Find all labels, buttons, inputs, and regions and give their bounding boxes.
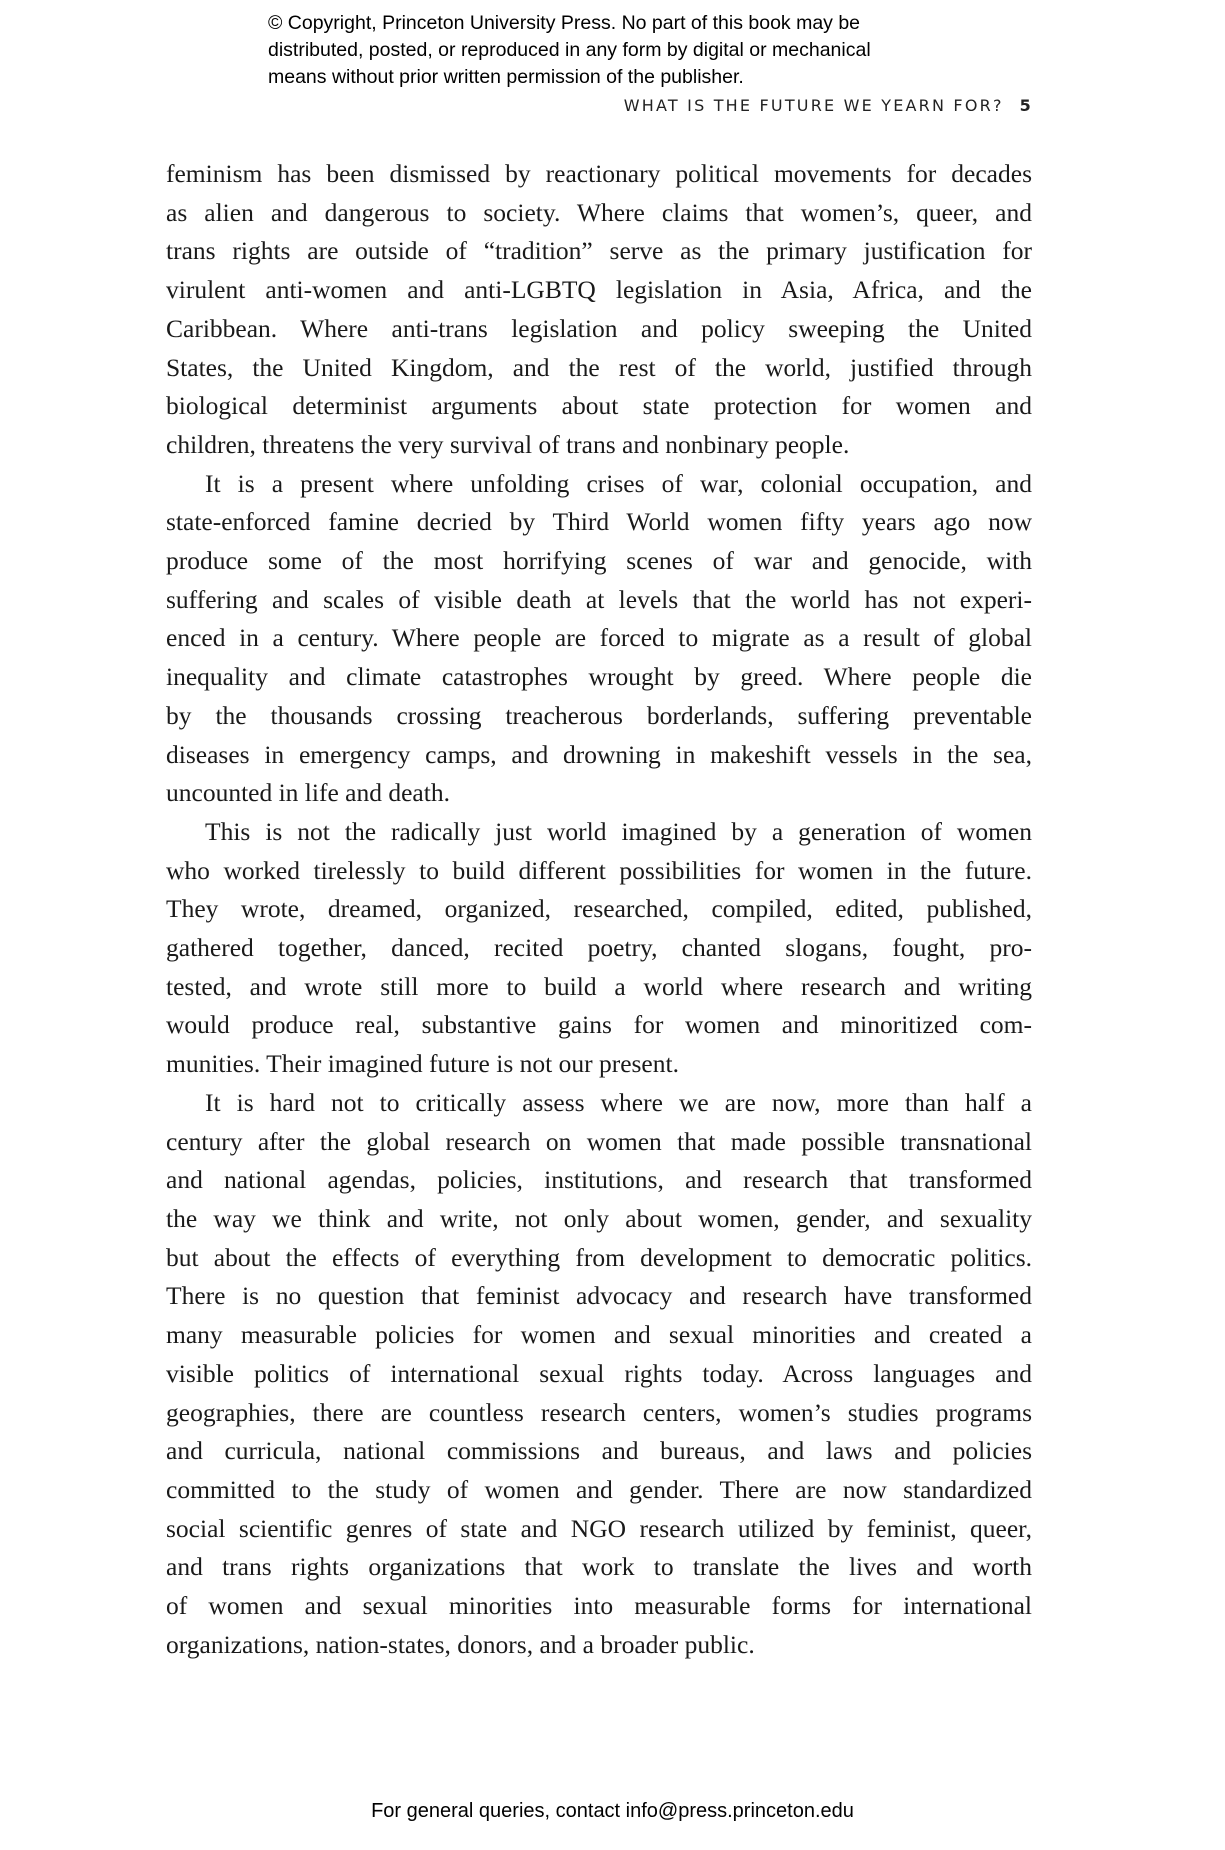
text-line: uncounted in life and death.: [166, 778, 450, 808]
text-line: virulent anti-women and anti-LGBTQ legislation in Asia, Africa, and the: [166, 275, 1032, 305]
text-line: visible politics of international sexual rights today. Across languages and: [166, 1358, 1032, 1388]
text-line: It is hard not to critically assess where we are now, more than half a: [205, 1087, 1032, 1117]
text-line: produce some of the most horrifying scenes of war and genocide, with: [166, 546, 1032, 576]
text-line: and curricula, national commissions and bureaus, and laws and policies: [166, 1436, 1032, 1466]
text-line: States, the United Kingdom, and the rest of the world, justified through: [166, 352, 1032, 382]
text-line: Caribbean. Where anti-trans legislation and policy sweeping the United: [166, 313, 1032, 343]
copyright-line: © Copyright, Princeton University Press. No part of this book may be: [268, 12, 861, 34]
text-line: state-enforced famine decried by Third World women fifty years ago now: [166, 507, 1032, 537]
text-line: They wrote, dreamed, organized, researched, compiled, edited, published,: [166, 894, 1032, 924]
text-line: suffering and scales of visible death at levels that the world has not experi-: [166, 584, 1032, 614]
text-line: gathered together, danced, recited poetry, chanted slogans, fought, pro-: [166, 933, 1032, 963]
text-line: and trans rights organizations that work to translate the lives and worth: [166, 1552, 1032, 1582]
text-line: and national agendas, policies, institutions, and research that transformed: [166, 1165, 1032, 1195]
chapter-title: WHAT IS THE FUTURE WE YEARN FOR?: [623, 96, 1004, 115]
text-line: of women and sexual minorities into measurable forms for international: [166, 1591, 1032, 1621]
copyright-line: distributed, posted, or reproduced in any form by digital or mechanical: [268, 39, 871, 61]
paragraph: [166, 1084, 1032, 1665]
paragraph: [166, 465, 1032, 813]
paragraph: [166, 813, 1032, 1084]
running-head: [624, 96, 1033, 115]
text-line: century after the global research on women that made possible transnational: [166, 1126, 1032, 1156]
text-line: This is not the radically just world imagined by a generation of women: [205, 816, 1032, 846]
paragraph: [166, 155, 1032, 465]
text-line: geographies, there are countless research centers, women’s studies programs: [166, 1397, 1032, 1427]
text-line: enced in a century. Where people are forced to migrate as a result of global: [166, 623, 1032, 653]
page-number: 5: [1019, 96, 1033, 115]
text-line: who worked tirelessly to build different possibilities for women in the future.: [166, 855, 1032, 885]
text-line: There is no question that feminist advocacy and research have transformed: [166, 1281, 1032, 1311]
text-line: by the thousands crossing treacherous borderlands, suffering preventable: [166, 700, 1032, 730]
text-line: the way we think and write, not only about women, gender, and sexuality: [166, 1203, 1032, 1233]
text-line: organizations, nation-states, donors, and a broader public.: [166, 1629, 755, 1659]
text-line: biological determinist arguments about state protection for women and: [166, 391, 1032, 421]
text-line: inequality and climate catastrophes wrought by greed. Where people die: [166, 662, 1032, 692]
text-line: social scientific genres of state and NGO research utilized by feminist, queer,: [166, 1513, 1032, 1543]
body-text: [166, 155, 1032, 1664]
text-line: children, threatens the very survival of trans and nonbinary people.: [166, 429, 850, 459]
text-line: trans rights are outside of “tradition” serve as the primary justification for: [166, 236, 1032, 266]
text-line: diseases in emergency camps, and drowning in makeshift vessels in the sea,: [166, 739, 1032, 769]
text-line: as alien and dangerous to society. Where claims that women’s, queer, and: [166, 197, 1032, 227]
text-line: many measurable policies for women and sexual minorities and created a: [166, 1320, 1032, 1350]
text-line: but about the effects of everything from development to democratic politics.: [166, 1242, 1032, 1272]
copyright-line: means without prior written permission of the publisher.: [268, 66, 744, 88]
text-line: would produce real, substantive gains for women and minoritized com-: [166, 1010, 1032, 1040]
text-line: munities. Their imagined future is not our present.: [166, 1049, 679, 1079]
text-line: committed to the study of women and gender. There are now standardized: [166, 1474, 1032, 1504]
copyright-notice: [268, 10, 871, 91]
text-line: It is a present where unfolding crises of war, colonial occupation, and: [205, 468, 1032, 498]
text-line: feminism has been dismissed by reactionary political movements for decades: [166, 159, 1032, 188]
footer-contact: For general queries, contact info@press.princeton.edu: [371, 1800, 854, 1822]
text-line: tested, and wrote still more to build a world where research and writing: [166, 971, 1032, 1001]
